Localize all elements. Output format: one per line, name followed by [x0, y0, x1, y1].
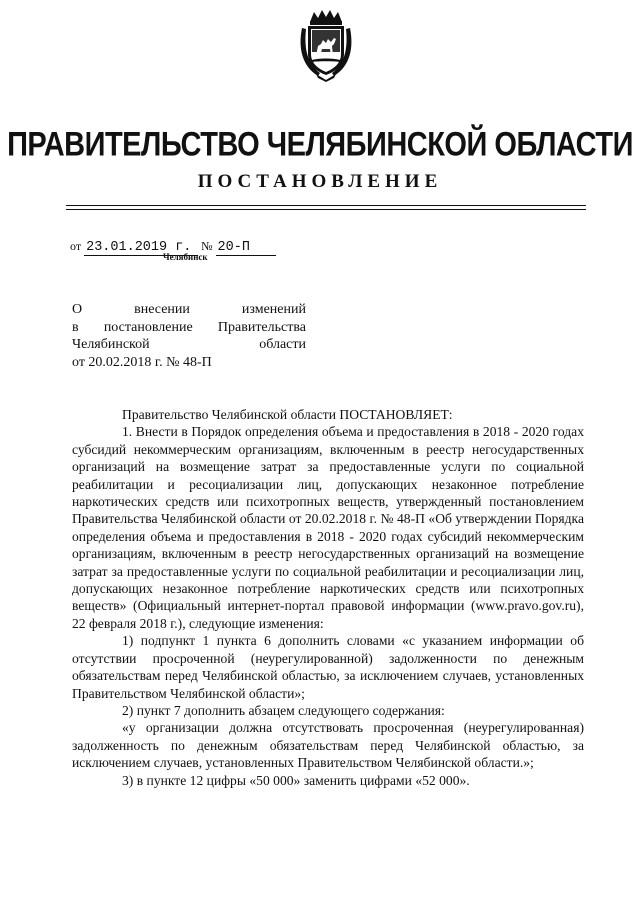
coat-of-arms-icon: [296, 8, 356, 82]
paragraph-1: 1. Внести в Порядок определения объема и предоставления в 2018 - 2020 годах субсидий некоммерческим организациям, включенным в реестр негосударственных организаций на возмещение затрат за предоставленные услуги по социальной реабилитации и ресоциализации лиц, допускающих незаконное потребление наркотических средств или психотропных веществ, утвержденный постановлением Правительства Челябинской области от 20.02.2018 г. № 48-П «Об утверждении Порядка определения объема и предоставления в 2018 - 2020 годах субсидий некоммерческим организациям, включенным в реестр негосударственных организаций на возмещение затрат за предоставленные услуги по социальной реабилитации и ресоциализации лиц, допускающих незаконное потребление наркотических средств или психотропных веществ» (Официальный интернет-портал правовой информации (www.pravo.gov.ru), 22 февраля 2018 г.), следующие изменения:: [72, 424, 584, 631]
government-title: ПРАВИТЕЛЬСТВО ЧЕЛЯБИНСКОЙ ОБЛАСТИ: [7, 126, 633, 164]
header-divider-thin: [66, 209, 586, 210]
city-label: Челябинск: [163, 252, 208, 262]
document-subject: [72, 301, 306, 371]
date-prefix: от: [70, 239, 82, 253]
document-number: 20-П: [216, 240, 276, 256]
subject-line: О внесении изменений: [72, 302, 306, 317]
subject-line: Челябинской области: [72, 337, 306, 352]
paragraph-3: 2) пункт 7 дополнить абзацем следующего содержания:: [122, 702, 445, 718]
paragraph-4: «у организации должна отсутствовать просроченная (неурегулированная) задолженность по денежным обязательствам перед Челябинской областью, за исключением случаев, установленных Правительством Челябинской области.»;: [72, 720, 584, 771]
paragraph-5: 3) в пункте 12 цифры «50 000» заменить цифрами «52 000».: [122, 772, 470, 788]
paragraph-2: 1) подпункт 1 пункта 6 дополнить словами «с указанием информации об отсутствии просроченной (неурегулированной) задолженности по денежным обязательствам перед Челябинской областью, за исключением случаев, установленных Правительством Челябинской области»;: [72, 633, 584, 701]
number-prefix: №: [201, 239, 213, 253]
document-body: [72, 406, 584, 789]
header-divider: [66, 205, 586, 206]
intro-paragraph: Правительство Челябинской области ПОСТАНОВЛЯЕТ:: [122, 407, 453, 422]
subject-line: от 20.02.2018 г. № 48-П: [72, 354, 212, 370]
subject-line: в постановление Правительства: [72, 319, 306, 335]
document-date: 23.01.2019 г.: [84, 240, 198, 256]
document-type: ПОСТАНОВЛЕНИЕ: [197, 171, 443, 192]
